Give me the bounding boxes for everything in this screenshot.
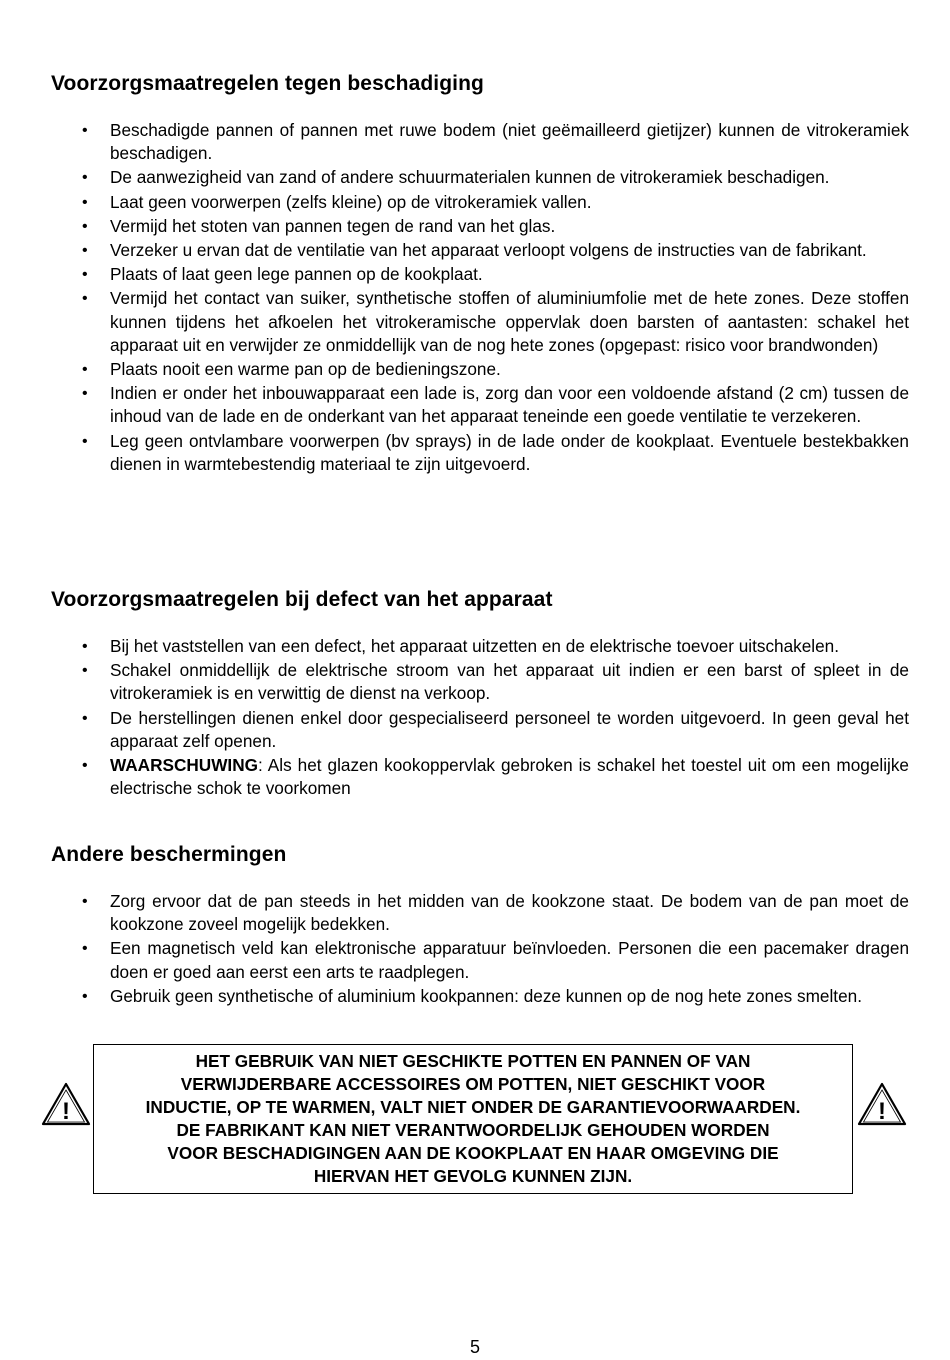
page-number: 5 xyxy=(469,1337,480,1357)
warning-glyph: ! xyxy=(62,1098,70,1125)
warning-line: INDUCTIE, OP TE WARMEN, VALT NIET ONDER DE GARANTIEVOORWAARDEN. xyxy=(145,1097,801,1117)
warning-label: WAARSCHUWING xyxy=(110,755,258,776)
warranty-warning-box xyxy=(93,1044,853,1194)
bullet-list xyxy=(51,890,909,1008)
warning-text: : Als het glazen kookoppervlak gebroken is schakel het toestel uit om een mogelijke electrische schok te voorkomen xyxy=(110,755,909,799)
bullet-icon: • xyxy=(82,987,88,1005)
bullet-icon: • xyxy=(82,432,88,450)
bullet-icon: • xyxy=(82,193,88,211)
list-item: • De aanwezigheid van zand of andere schuurmaterialen kunnen de vitrokeramiek beschadigen. xyxy=(51,166,909,189)
list-item: • Indien er onder het inbouwapparaat een lade is, zorg dan voor een voldoende afstand (2 cm) tussen de inhoud van de lade en de onderkant van het apparaat teneinde een goede ventilatie te verzekeren. xyxy=(82,383,909,427)
warning-line: HIERVAN HET GEVOLG KUNNEN ZIJN. xyxy=(313,1166,633,1186)
list-item: • De herstellingen dienen enkel door gespecialiseerd personeel te worden uitgevoerd. In geen geval het apparaat zelf openen. xyxy=(82,707,909,751)
list-item: • Een magnetisch veld kan elektronische apparatuur beïnvloeden. Personen die een pacemaker dragen doen er goed aan eerst een arts te raadplegen. xyxy=(82,938,909,982)
bullet-icon: • xyxy=(82,242,88,260)
section-title: Voorzorgsmaatregelen bij defect van het apparaat xyxy=(51,588,553,611)
bullet-icon: • xyxy=(82,169,88,187)
section-damage-precautions xyxy=(51,71,909,477)
list-item: • Schakel onmiddellijk de elektrische stroom van het apparaat uit indien er een barst of spleet in de vitrokeramiek is en verwittig de dienst na verkoop. xyxy=(82,660,909,704)
list-item: • Leg geen ontvlambare voorwerpen (bv sprays) in de lade onder de kookplaat. Eventuele bestekbakken dienen in warmtebestendig materiaal te zijn uitgevoerd. xyxy=(82,430,909,474)
section-defect-precautions xyxy=(51,587,909,801)
bullet-list xyxy=(51,635,909,800)
bullet-icon: • xyxy=(82,662,88,680)
bullet-icon: • xyxy=(82,290,88,308)
section-title: Voorzorgsmaatregelen tegen beschadiging xyxy=(51,72,484,95)
section-other-protections xyxy=(51,842,909,1009)
list-item: • Beschadigde pannen of pannen met ruwe bodem (niet geëmailleerd gietijzer) kunnen de vitrokeramiek beschadigen. xyxy=(82,120,909,164)
list-item: • Gebruik geen synthetische of aluminium kookpannen: deze kunnen op de nog hete zones smelten. xyxy=(51,985,909,1008)
list-item: • Zorg ervoor dat de pan steeds in het midden van de kookzone staat. De bodem van de pan moet de kookzone zoveel mogelijk bedekken. xyxy=(82,891,909,935)
warning-line: VERWIJDERBARE ACCESSOIRES OM POTTEN, NIET GESCHIKT VOOR xyxy=(180,1074,766,1094)
bullet-icon: • xyxy=(82,893,88,910)
section-title: Andere beschermingen xyxy=(51,843,287,866)
bullet-icon: • xyxy=(82,217,88,235)
bullet-icon: • xyxy=(82,122,88,139)
list-item: • Vermijd het stoten van pannen tegen de rand van het glas. xyxy=(51,215,909,238)
list-item: • Bij het vaststellen van een defect, het apparaat uitzetten en de elektrische toevoer uitschakelen. xyxy=(51,635,909,658)
list-item: • Vermijd het contact van suiker, synthetische stoffen of aluminiumfolie met de hete zones. Deze stoffen kunnen tijdens het afkoelen het vitrokeramische oppervlak doen barsten of aantasten: schakel het apparaat uit en verwijder ze onmiddellijk van de nog hete zones (opgepast: risico voor brandwonden) xyxy=(82,288,909,355)
bullet-icon: • xyxy=(82,361,88,379)
list-item: • Laat geen voorwerpen (zelfs kleine) op de vitrokeramiek vallen. xyxy=(51,191,909,214)
bullet-icon: • xyxy=(82,638,88,655)
bullet-icon: • xyxy=(82,709,88,727)
list-item: • Plaats of laat geen lege pannen op de kookplaat. xyxy=(51,263,909,286)
warning-line: DE FABRIKANT KAN NIET VERANTWOORDELIJK GEHOUDEN WORDEN xyxy=(176,1120,770,1140)
bullet-list xyxy=(51,119,909,476)
bullet-icon: • xyxy=(82,757,88,775)
list-item: • Plaats nooit een warme pan op de bedieningszone. xyxy=(51,358,909,381)
bullet-icon: • xyxy=(82,385,88,403)
list-item: • Verzeker u ervan dat de ventilatie van het apparaat verloopt volgens de instructies van de fabrikant. xyxy=(51,239,909,262)
warning-triangle-icon xyxy=(40,1081,92,1127)
bullet-icon: • xyxy=(82,940,88,958)
warning-glyph: ! xyxy=(878,1098,886,1125)
warning-line: HET GEBRUIK VAN NIET GESCHIKTE POTTEN EN PANNEN OF VAN xyxy=(195,1051,751,1071)
warning-triangle-icon xyxy=(856,1081,908,1127)
warning-line: VOOR BESCHADIGINGEN AAN DE KOOKPLAAT EN HAAR OMGEVING DIE xyxy=(167,1143,779,1163)
bullet-icon: • xyxy=(82,266,88,284)
list-item-warning xyxy=(51,754,909,800)
